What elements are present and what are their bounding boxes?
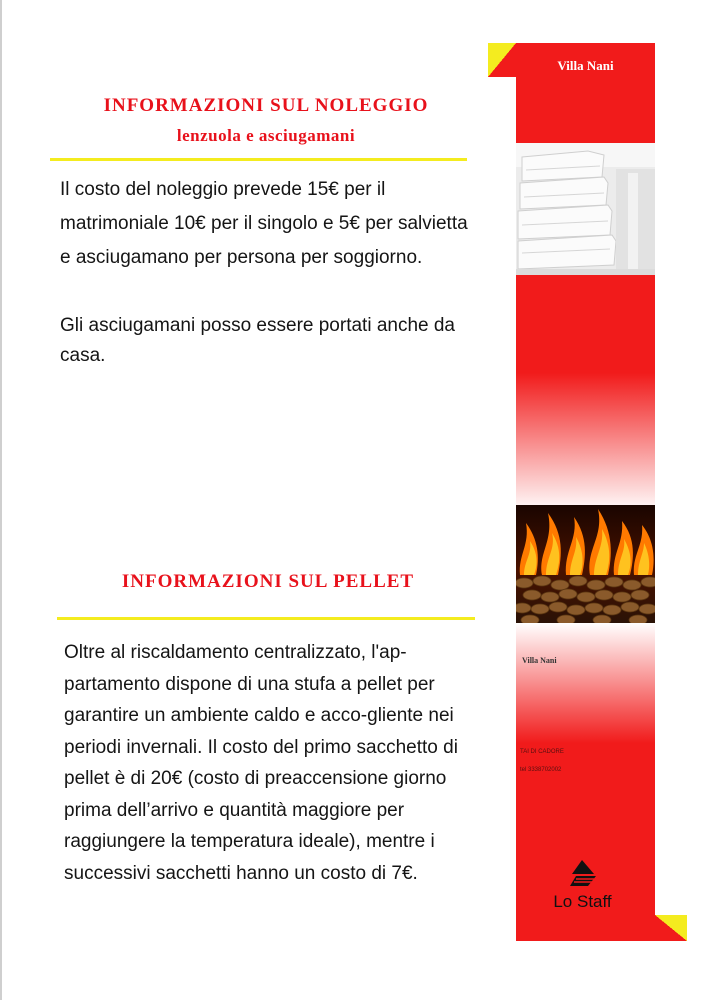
sidebar-corner-top — [488, 43, 516, 77]
rental-subtitle: lenzuola e asciugamani — [176, 126, 356, 145]
rental-divider — [50, 158, 467, 161]
rental-paragraph-1: Il costo del noleggio prevede 15€ per il matrimoniale 10€ per il singolo e 5€ per salvietta e asciugamano per persona per soggiorno. — [60, 179, 468, 268]
rental-title: INFORMAZIONI SUL NOLEGGIO — [103, 95, 429, 116]
sidebar-title: Villa Nani — [557, 58, 614, 73]
sidebar-brand-small: Villa Nani — [522, 656, 557, 665]
sidebar-corner-bottom — [655, 915, 687, 941]
sidebar-phone: tel 3338702002 — [520, 767, 562, 773]
rental-paragraph-2: Gli asciugamani posso essere portati anche da casa. — [60, 315, 456, 366]
towels-photo — [516, 143, 655, 275]
page-edge — [0, 0, 2, 1000]
staff-logo-text: Lo Staff — [553, 892, 612, 911]
pellet-paragraph: Oltre al riscaldamento centralizzato, l'ap-partamento dispone di una stufa a pellet per garantire un ambiente caldo e acco-gliente nei periodi invernali. Il costo del primo sacchetto di pellet è di 20€ (costo di preaccensione giorno prima dell’arrivo e quantità maggiore per raggiungere la temperatura ideale), mentre i successivi sacchetti hanno un costo di 7€. — [64, 642, 458, 884]
sidebar-location: TAI DI CADORE — [520, 749, 564, 755]
pellet-title: INFORMAZIONI SUL PELLET — [121, 571, 415, 592]
staff-logo-icon — [568, 858, 598, 893]
pellet-fire-photo — [516, 505, 655, 623]
pellet-divider — [57, 617, 475, 620]
